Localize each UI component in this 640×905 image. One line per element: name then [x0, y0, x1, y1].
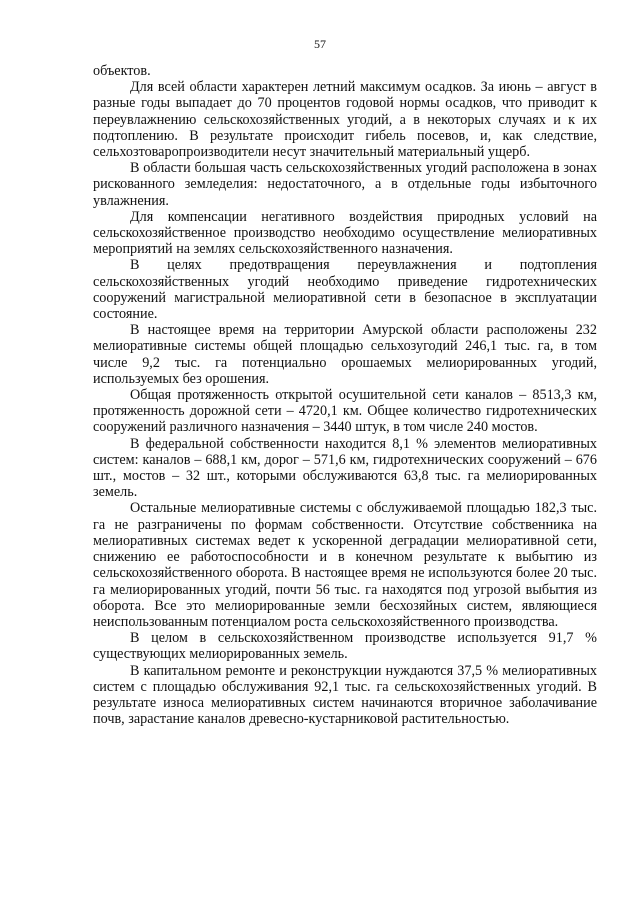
paragraph-network-length: Общая протяженность открытой осушительной сети каналов – 8513,3 км, протяженность дорожной сети – 4720,1 км. Общее количество гидротехнических сооружений различного назначения – 3440 штук, в том числе 240 мостов.: [93, 387, 597, 436]
paragraph-amur-systems: В настоящее время на территории Амурской области расположены 232 мелиоративные системы общей площадью сельхозугодий 246,1 тыс. га, в том числе 9,2 тыс. га потенциально орошаемых мелиорированных угодий, используемых без орошения.: [93, 322, 597, 387]
paragraph-usage-share: В целом в сельскохозяйственном производстве используется 91,7 % существующих мелиорированных земель.: [93, 630, 597, 663]
document-body: [93, 63, 597, 727]
paragraph-federal-property: В федеральной собственности находится 8,1 % элементов мелиоративных систем: каналов – 688,1 км, дорог – 571,6 км, гидротехнических сооружений – 676 шт., мостов – 32 шт., которыми обслуживаются 63,8 тыс. га мелиорированных земель.: [93, 435, 597, 501]
paragraph-continuation: объектов.: [93, 63, 151, 79]
paragraph-repair-needs: В капитальном ремонте и реконструкции нуждаются 37,5 % мелиоративных систем с площадью обслуживания 92,1 тыс. га сельскохозяйственных угодий. В результате износа мелиоративных систем начинаются вторичное заболачивание почв, зарастание каналов древесно-кустарниковой растительностью.: [93, 662, 597, 728]
paragraph-summer-precipitation: Для всей области характерен летний максимум осадков. За июнь – август в разные годы выпадает до 70 процентов годовой нормы осадков, что приводит к переувлажнению сельскохозяйственных угодий, а в некоторых случаях и к их подтоплению. В результате происходит гибель посевов, и, как следствие, сельхозтоваропроизводители несут значительный материальный ущерб.: [93, 79, 597, 161]
paragraph-risky-farming-zones: В области большая часть сельскохозяйственных угодий расположена в зонах рискованного земледелия: недостаточного, а в отдельные годы избыточного увлажнения.: [93, 160, 597, 209]
paragraph-unowned-systems: Остальные мелиоративные системы с обслуживаемой площадью 182,3 тыс. га не разграничены по формам собственности. Отсутствие собственника на мелиоративных системах ведет к ускоренной деградации мелиоративной сети, снижению ее работоспособности и в конечном результате к выбытию из сельскохозяйственного оборота. В настоящее время не используются более 20 тыс. га мелиорированных угодий, почти 56 тыс. га находятся под угрозой выбытия из оборота. Все это мелиорированные земли бесхозяйных систем, являющиеся неиспользованным потенциалом роста сельскохозяйственного производства.: [93, 500, 597, 630]
paragraph-compensation-measures: Для компенсации негативного воздействия природных условий на сельскохозяйственное производство необходимо осуществление мелиоративных мероприятий на землях сельскохозяйственного назначения.: [93, 208, 597, 258]
paragraph-flood-prevention: В целях предотвращения переувлажнения и подтопления сельскохозяйственных угодий необходимо приведение гидротехнических сооружений магистральной мелиоративной сети в безопасное в эксплуатации состояние.: [93, 257, 597, 323]
page-number: 57: [314, 37, 326, 51]
